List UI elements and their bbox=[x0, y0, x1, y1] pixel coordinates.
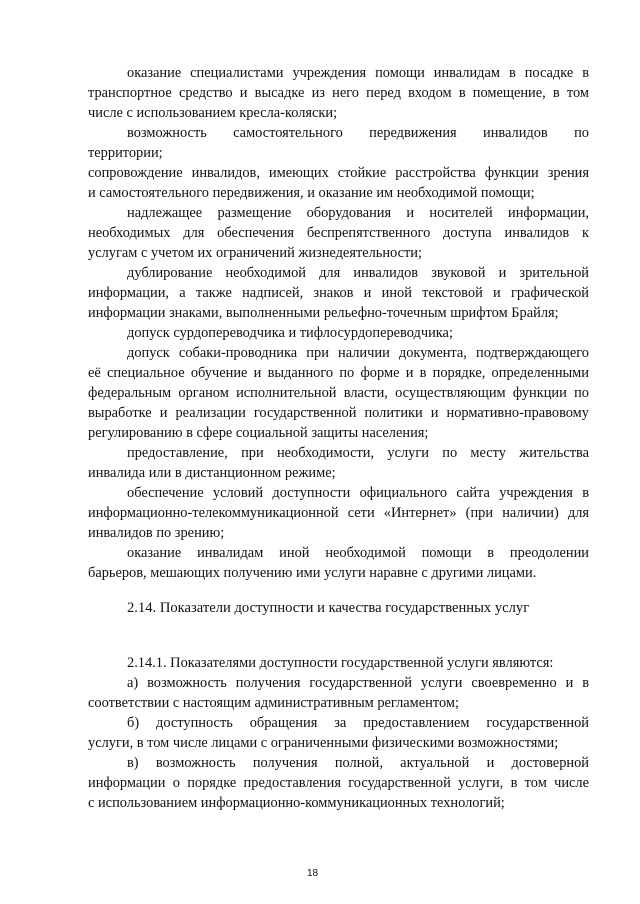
section-heading: 2.14. Показатели доступности и качества государственных услуг bbox=[127, 600, 530, 616]
text-line: допуск сурдопереводчика и тифлосурдопереводчика; bbox=[127, 325, 453, 341]
text-line: информации знаками, выполненными рельефно-точечным шрифтом Брайля; bbox=[88, 305, 559, 321]
text-line: а) возможность получения государственной услуги своевременно и в bbox=[127, 675, 589, 691]
text-line: необходимых для обеспечения беспрепятственного доступа инвалидов к bbox=[88, 225, 589, 241]
text-line: информации о порядке предоставления государственной услуги, в том числе bbox=[88, 775, 589, 791]
text-line: б) доступность обращения за предоставлением государственной bbox=[127, 715, 589, 731]
text-line: инвалида или в дистанционном режиме; bbox=[88, 465, 336, 481]
text-line: надлежащее размещение оборудования и носителей информации, bbox=[127, 205, 589, 221]
text-line: предоставление, при необходимости, услуги по месту жительства bbox=[127, 445, 589, 461]
text-line: числе с использованием кресла-коляски; bbox=[88, 105, 338, 121]
text-line: в) возможность получения полной, актуальной и достоверной bbox=[127, 755, 589, 771]
text-line: услугам с учетом их ограничений жизнедеятельности; bbox=[88, 245, 422, 261]
text-line: информационно-телекоммуникационной сети «Интернет» (при наличии) для bbox=[88, 505, 589, 521]
text-line: транспортное средство и высадке из него перед входом в помещение, в том bbox=[88, 85, 589, 101]
text-line: обеспечение условий доступности официального сайта учреждения в bbox=[127, 485, 589, 501]
text-line: территории; bbox=[88, 145, 163, 161]
text-line: федеральным органом исполнительной власти, осуществляющим функции по bbox=[88, 385, 589, 401]
text-line: оказание инвалидам иной необходимой помощи в преодолении bbox=[127, 545, 589, 561]
text-line: сопровождение инвалидов, имеющих стойкие расстройства функции зрения bbox=[88, 165, 589, 181]
text-line: 2.14.1. Показателями доступности государственной услуги являются: bbox=[127, 655, 554, 671]
text-line: барьеров, мешающих получению ими услуги наравне с другими лицами. bbox=[88, 565, 537, 581]
text-line: и самостоятельного передвижения, и оказание им необходимой помощи; bbox=[88, 185, 535, 201]
page-number: 18 bbox=[307, 868, 319, 879]
text-line: возможность самостоятельного передвижения инвалидов по bbox=[127, 125, 589, 141]
text-line: оказание специалистами учреждения помощи инвалидам в посадке в bbox=[127, 65, 589, 81]
text-line: соответствии с настоящим административным регламентом; bbox=[88, 695, 459, 711]
text-line: услуги, в том числе лицами с ограниченными физическими возможностями; bbox=[88, 735, 559, 751]
text-line: регулированию в сфере социальной защиты населения; bbox=[88, 425, 429, 441]
text-line: дублирование необходимой для инвалидов звуковой и зрительной bbox=[127, 265, 589, 281]
text-line: информации, а также надписей, знаков и иной текстовой и графической bbox=[88, 285, 589, 301]
text-line: выработке и реализации государственной политики и нормативно-правовому bbox=[88, 405, 589, 421]
text-line: инвалидов по зрению; bbox=[88, 525, 225, 541]
text-line: с использованием информационно-коммуникационных технологий; bbox=[88, 795, 505, 811]
text-line: её специальное обучение и выданного по форме и в порядке, определенными bbox=[88, 365, 589, 381]
text-line: допуск собаки-проводника при наличии документа, подтверждающего bbox=[127, 345, 589, 361]
